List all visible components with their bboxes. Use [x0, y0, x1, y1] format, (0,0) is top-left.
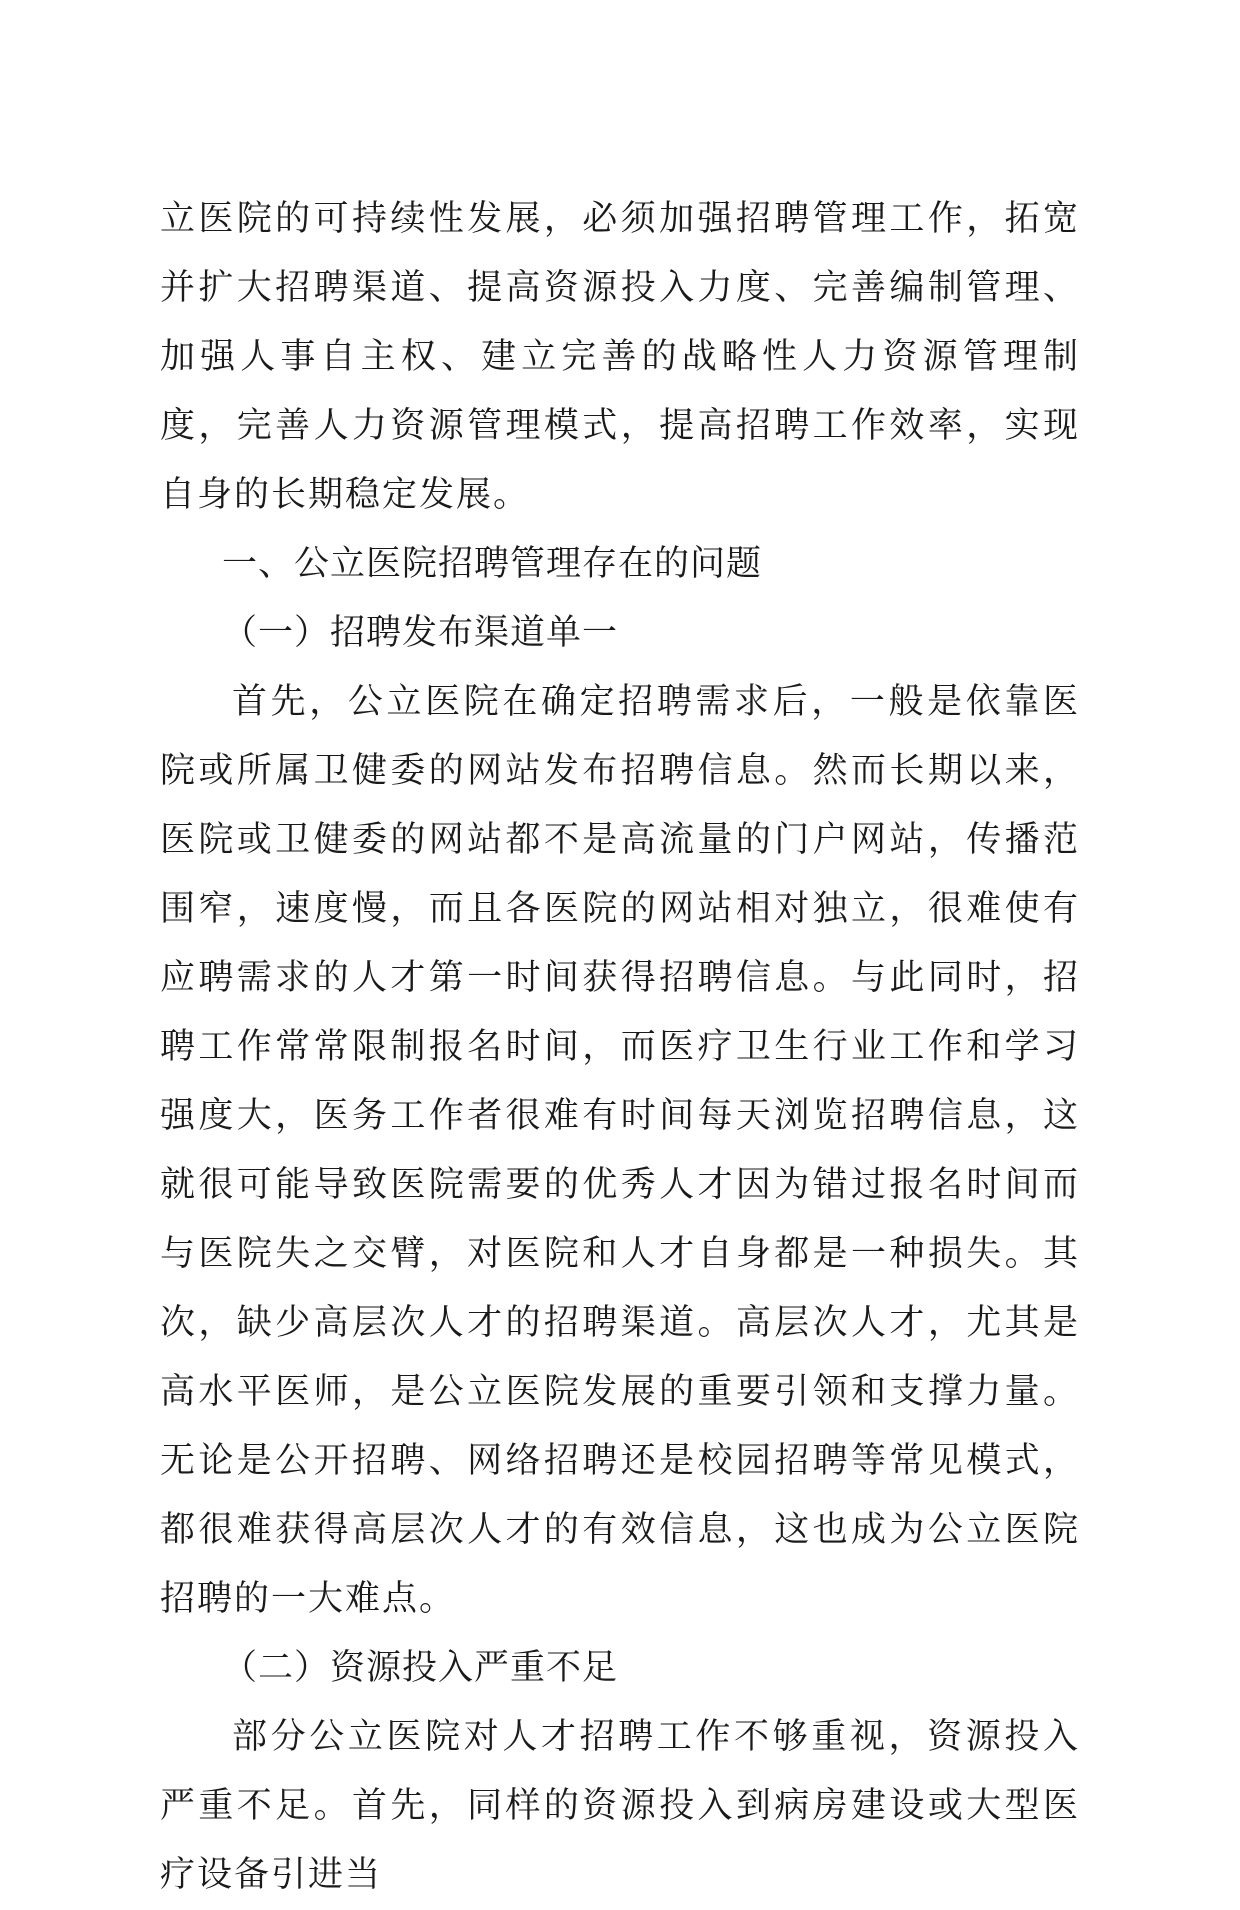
paragraph-resources: 部分公立医院对人才招聘工作不够重视，资源投入严重不足。首先，同样的资源投入到病房建设或大型医疗设备引进当	[160, 1717, 1080, 1895]
subsection-heading-channel: （一）招聘发布渠道单一	[222, 613, 619, 653]
document-body	[160, 185, 1080, 1910]
paragraph-intro-continued: 立医院的可持续性发展，必须加强招聘管理工作，拓宽并扩大招聘渠道、提高资源投入力度、完善编制管理、加强人事自主权、建立完善的战略性人力资源管理制度，完善人力资源管理模式，提高招聘工作效率，实现自身的长期稳定发展。	[160, 199, 1080, 515]
paragraph-channel: 首先，公立医院在确定招聘需求后，一般是依靠医院或所属卫健委的网站发布招聘信息。然而长期以来，医院或卫健委的网站都不是高流量的门户网站，传播范围窄，速度慢，而且各医院的网站相对独立，很难使有应聘需求的人才第一时间获得招聘信息。与此同时，招聘工作常常限制报名时间，而医疗卫生行业工作和学习强度大，医务工作者很难有时间每天浏览招聘信息，这就很可能导致医院需要的优秀人才因为错过报名时间而与医院失之交臂，对医院和人才自身都是一种损失。其次，缺少高层次人才的招聘渠道。高层次人才，尤其是高水平医师，是公立医院发展的重要引领和支撑力量。无论是公开招聘、网络招聘还是校园招聘等常见模式，都很难获得高层次人才的有效信息，这也成为公立医院招聘的一大难点。	[160, 682, 1080, 1619]
subsection-heading-resources: （二）资源投入严重不足	[222, 1648, 619, 1688]
section-heading-problems: 一、公立医院招聘管理存在的问题	[222, 544, 763, 584]
